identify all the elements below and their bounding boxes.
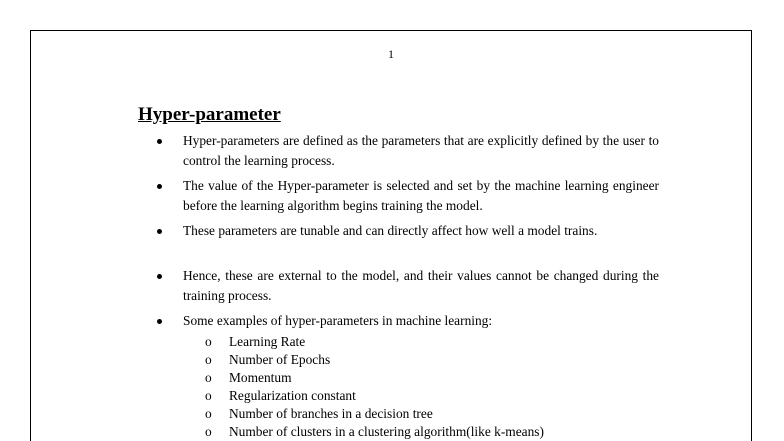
bullet-text: The value of the Hyper-parameter is selected and set by the machine learning engineer before the learning algorithm begins training the model.: [183, 178, 659, 213]
example-text: Regularization constant: [229, 388, 356, 403]
circle-bullet-icon: o: [205, 352, 212, 367]
example-text: Number of Epochs: [229, 352, 331, 367]
example-text: Number of clusters in a clustering algorithm(like k-means): [229, 424, 544, 439]
bullet-icon: [157, 139, 162, 144]
bullet-text: Hyper-parameters are defined as the parameters that are explicitly defined by the user to control the learning process.: [183, 133, 659, 168]
bullet-text: Hence, these are external to the model, and their values cannot be changed during the training process.: [183, 268, 659, 303]
page-number: 1: [388, 47, 394, 61]
bullet-icon: [157, 184, 162, 189]
bullet-icon: [157, 274, 162, 279]
section-heading: Hyper-parameter: [138, 104, 281, 125]
example-text: Learning Rate: [229, 334, 306, 349]
example-item: [205, 387, 356, 405]
example-item: [205, 369, 292, 387]
bullet-item: [159, 266, 659, 306]
circle-bullet-icon: o: [205, 424, 212, 439]
bullet-item: [159, 221, 659, 241]
bullet-icon: [157, 229, 162, 234]
bullet-text: These parameters are tunable and can directly affect how well a model trains.: [183, 223, 598, 238]
circle-bullet-icon: o: [205, 334, 212, 349]
circle-bullet-icon: o: [205, 406, 212, 421]
bullet-item: [159, 176, 659, 216]
example-item: [205, 351, 330, 369]
document-page: [30, 30, 752, 441]
example-item: [205, 423, 544, 441]
example-text: Momentum: [229, 370, 292, 385]
bullet-icon: [157, 319, 162, 324]
example-text: Number of branches in a decision tree: [229, 406, 433, 421]
bullet-item: [159, 131, 659, 171]
bullet-text: Some examples of hyper-parameters in machine learning:: [183, 313, 493, 328]
circle-bullet-icon: o: [205, 370, 212, 385]
example-item: [205, 405, 433, 423]
circle-bullet-icon: o: [205, 388, 212, 403]
example-item: [205, 333, 305, 351]
bullet-item: [159, 311, 659, 331]
